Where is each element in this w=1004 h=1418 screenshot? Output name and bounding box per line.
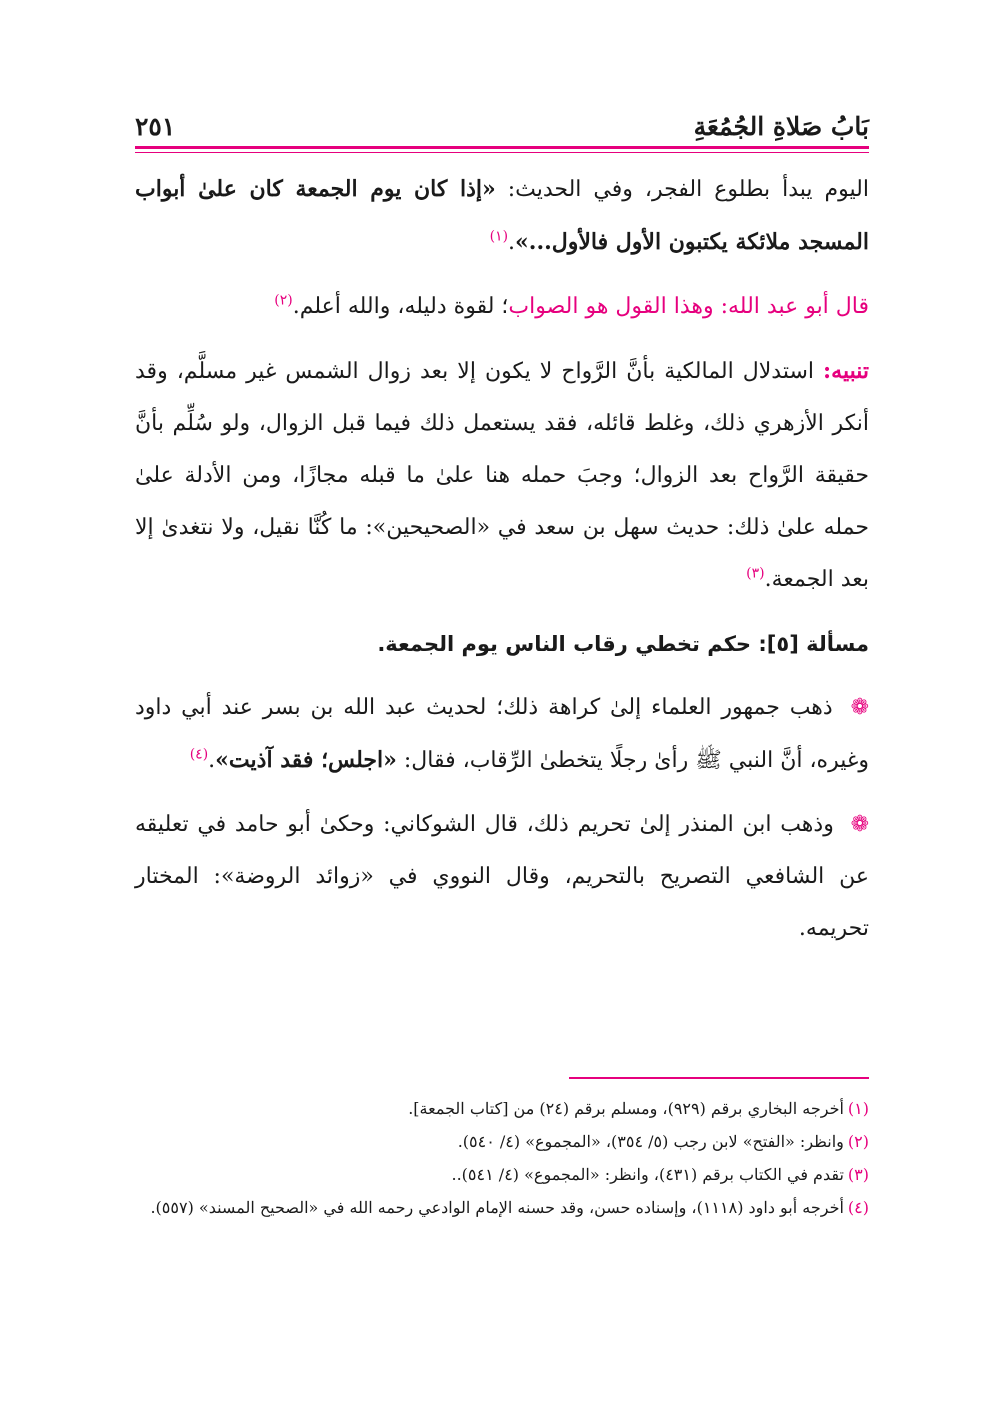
- chapter-title: بَابُ صَلاةِ الجُمُعَةِ: [693, 112, 869, 141]
- footnote-number: (٤): [847, 1198, 869, 1217]
- p1-text: اليوم يبدأ بطلوع الفجر، وفي الحديث:: [495, 177, 869, 202]
- page-number: ٢٥١: [135, 112, 176, 141]
- footnote-4: [135, 1191, 869, 1224]
- issue-label: مسألة [٥]:: [758, 632, 869, 656]
- note-label: تنبيه:: [823, 358, 869, 384]
- footnotes: [135, 1092, 869, 1224]
- footnote-ref-4[interactable]: (٤): [189, 746, 209, 763]
- flower-ornament-icon: ❁: [850, 695, 869, 720]
- p3-text: استدلال المالكية بأنَّ الرَّواح لا يكون إلا بعد زوال الشمس غير مسلَّم، وقد أنكر الأزهري ذلك، وغلط قائله، فقد يستعمل ذلك فيما قبل الزوال، ولو سُلِّم بأنَّ حقيقة الرَّواح بعد الزوال؛ وجبَ حمله هنا علىٰ ما قبله مجازًا، ومن الأدلة علىٰ حمله علىٰ ذلك: حديث سهل بن سعد في «الصحيحين»: ما كُنَّا نقيل، ولا نتغدىٰ إلا بعد الجمعة.: [135, 359, 869, 592]
- footnote-1: [135, 1092, 869, 1125]
- footnote-ref-1[interactable]: (١): [489, 228, 509, 245]
- issue-title: حكم تخطي رقاب الناس يوم الجمعة.: [377, 632, 759, 656]
- paragraph-1: [135, 163, 869, 269]
- paragraph-2: [135, 281, 869, 333]
- p1-end: .: [508, 230, 516, 255]
- footnote-2: [135, 1125, 869, 1158]
- paragraph-4: [135, 682, 869, 787]
- hadith-quote-2: «اجلس؛ فقد آذيت»: [215, 747, 397, 773]
- footnote-ref-2[interactable]: (٢): [274, 292, 293, 309]
- footnote-separator: [569, 1077, 869, 1079]
- author-statement: قال أبو عبد الله: وهذا القول هو الصواب: [508, 294, 869, 319]
- main-text: [135, 163, 869, 955]
- header-rule-thick: [135, 146, 869, 149]
- flower-ornament-icon: ❁: [850, 812, 869, 837]
- header-rule-thin: [135, 152, 869, 153]
- footnote-number: (١): [847, 1099, 869, 1118]
- footnote-text: أخرجه البخاري برقم (٩٢٩)، ومسلم برقم (٢٤) من [كتاب الجمعة].: [408, 1099, 844, 1118]
- hadith-quote: «إذا كان يوم الجمعة كان علىٰ أبواب المسجد ملائكة يكتبون الأول فالأول...»: [135, 176, 869, 255]
- p2-text: ؛ لقوة دليله، والله أعلم.: [292, 294, 509, 319]
- footnote-ref-3[interactable]: (٣): [746, 565, 765, 582]
- footnote-text: تقدم في الكتاب برقم (٤٣١)، وانظر: «المجموع» (٤/ ٥٤١)..: [451, 1165, 844, 1184]
- p4-end: .: [208, 748, 216, 773]
- footnote-3: [135, 1158, 869, 1191]
- paragraph-5: [135, 799, 869, 955]
- paragraph-3: [135, 345, 869, 606]
- p4-text: ذهب جمهور العلماء إلىٰ كراهة ذلك؛ لحديث عبد الله بن بسر عند أبي داود وغيره، أنَّ النبي ﷺ رأىٰ رجلًا يتخطىٰ الرِّقاب، فقال:: [135, 695, 869, 773]
- footnote-number: (٢): [847, 1132, 869, 1151]
- footnote-number: (٣): [847, 1165, 869, 1184]
- p5-text: وذهب ابن المنذر إلىٰ تحريم ذلك، قال الشوكاني: وحكىٰ أبو حامد في تعليقه عن الشافعي التصريح بالتحريم، وقال النووي في «زوائد الروضة»: المختار تحريمه.: [135, 812, 869, 941]
- footnote-text: أخرجه أبو داود (١١١٨)، وإسناده حسن، وقد حسنه الإمام الوادعي رحمه الله في «الصحيح المسند» (٥٥٧).: [150, 1198, 844, 1217]
- footnote-text: وانظر: «الفتح» لابن رجب (٥/ ٣٥٤)، «المجموع» (٤/ ٥٤٠).: [457, 1132, 844, 1151]
- issue-heading: [135, 618, 869, 670]
